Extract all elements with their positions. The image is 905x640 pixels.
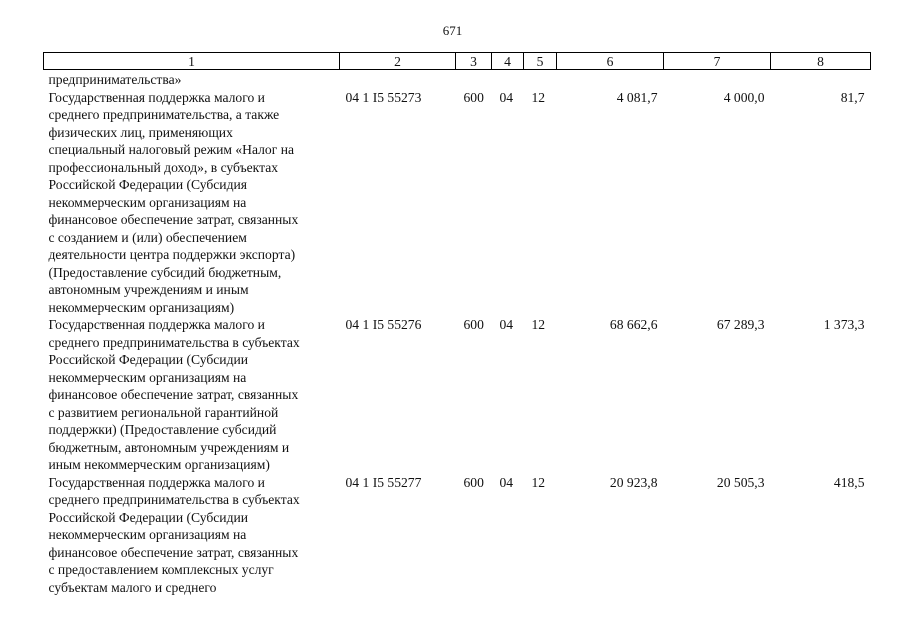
row-description: Государственная поддержка малого и среднего предпринимательства в субъектах Российской Федерации (Субсидии некоммерческим организациям на финансовое обеспечение затрат, связанных с развитием региональной гарантийной поддержки) (Предоставление субсидий бюджетным, автономным учреждениям и иным некоммерческим организациям) <box>48 317 300 472</box>
table-row <box>44 89 871 317</box>
continuation-text: предпринимательства» <box>48 72 182 87</box>
row-section: 04 <box>499 317 514 332</box>
budget-table <box>43 52 871 596</box>
column-header-8: 8 <box>771 53 871 70</box>
table-row <box>44 474 871 597</box>
column-header-6: 6 <box>557 53 664 70</box>
row-amount-col8: 81,7 <box>840 89 865 105</box>
row-subsection: 12 <box>531 317 546 332</box>
column-header-5: 5 <box>524 53 557 70</box>
page-number: 671 <box>442 23 463 38</box>
row-subsection: 12 <box>531 89 546 105</box>
row-expense-type: 600 <box>463 474 484 490</box>
table-row <box>44 316 871 474</box>
row-amount-col8: 418,5 <box>833 474 865 490</box>
row-section: 04 <box>499 474 514 490</box>
row-amount-col6: 20 923,8 <box>609 474 658 490</box>
row-description: Государственная поддержка малого и среднего предпринимательства, а также физических лиц, применяющих специальный налоговый режим «Налог на профессиональный доход», в субъектах Российской Федерации (Субсидия некоммерческим организациям на финансовое обеспечение затрат, связанных с созданием и (или) обеспечением деятельности центра поддержки экспорта) (Предоставление субсидий бюджетным, автономным учреждениям и иным некоммерческим организациям) <box>48 89 299 315</box>
row-amount-col6: 68 662,6 <box>609 317 658 332</box>
column-header-1: 1 <box>44 53 340 70</box>
budget-table-container <box>43 52 870 596</box>
row-amount-col7: 67 289,3 <box>716 317 765 332</box>
row-expense-type: 600 <box>463 89 484 105</box>
row-section: 04 <box>499 89 514 105</box>
row-target-code: 04 1 I5 55276 <box>345 317 422 332</box>
row-expense-type: 600 <box>463 317 484 332</box>
row-target-code: 04 1 I5 55273 <box>345 89 422 105</box>
row-amount-col7: 20 505,3 <box>716 474 765 490</box>
row-target-code: 04 1 I5 55277 <box>345 474 422 490</box>
row-amount-col7: 4 000,0 <box>723 89 765 105</box>
row-description: Государственная поддержка малого и среднего предпринимательства в субъектах Российской Федерации (Субсидии некоммерческим организациям на финансовое обеспечение затрат, связанных с предоставлением комплексных услуг субъектам малого и среднего <box>48 474 300 595</box>
column-header-7: 7 <box>664 53 771 70</box>
row-subsection: 12 <box>531 474 546 490</box>
continuation-row <box>44 70 871 89</box>
column-header-3: 3 <box>456 53 492 70</box>
column-header-4: 4 <box>492 53 524 70</box>
column-number-header-row <box>44 53 871 70</box>
row-amount-col8: 1 373,3 <box>823 317 865 332</box>
row-amount-col6: 4 081,7 <box>616 89 658 105</box>
column-header-2: 2 <box>340 53 456 70</box>
